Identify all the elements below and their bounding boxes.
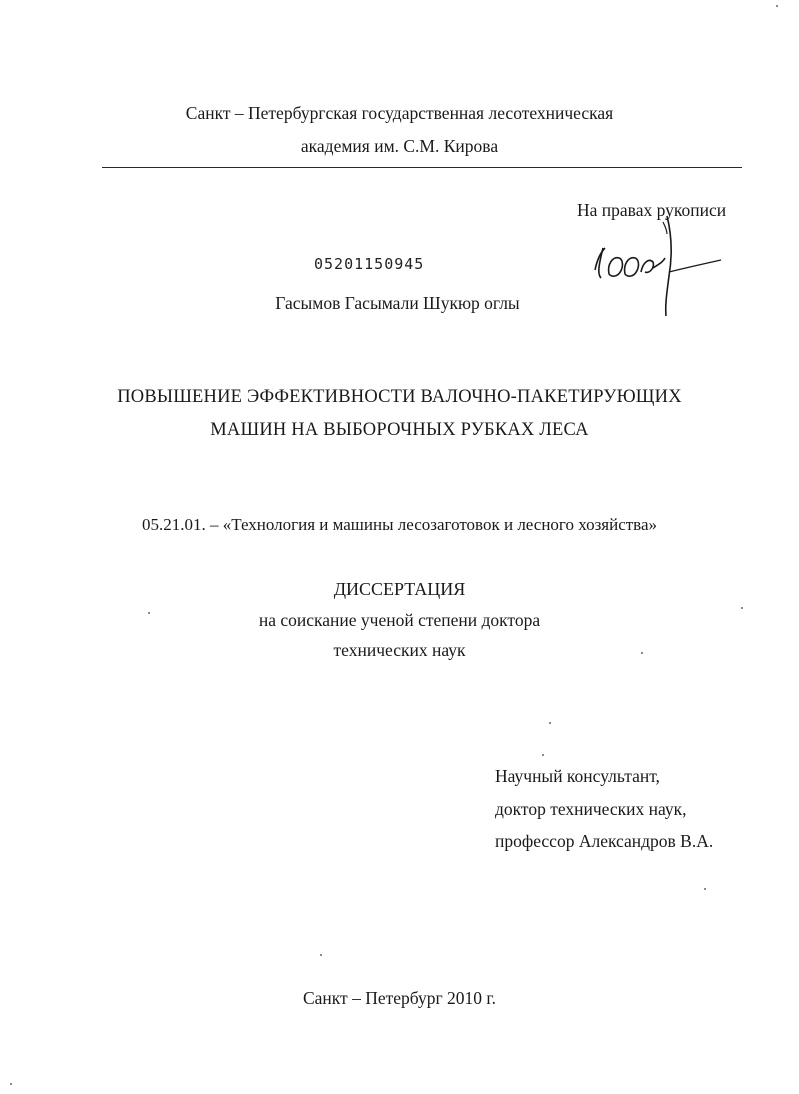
scan-speck xyxy=(10,1083,12,1085)
header-divider xyxy=(102,167,742,168)
scan-speck xyxy=(549,722,551,724)
scan-speck xyxy=(320,954,322,956)
institution-line-2: академия им. С.М. Кирова xyxy=(300,136,499,156)
advisor-line-2: доктор технических наук, xyxy=(495,799,687,819)
scan-speck xyxy=(641,652,643,654)
work-type-line-1: на соискание ученой степени доктора xyxy=(258,610,541,630)
title-line-2: МАШИН НА ВЫБОРОЧНЫХ РУБКАХ ЛЕСА xyxy=(210,420,589,440)
advisor-line-3: профессор Александров В.А. xyxy=(495,831,714,851)
scan-speck xyxy=(776,5,778,7)
catalog-number: 05201150945 xyxy=(314,255,425,273)
author-name: Гасымов Гасымали Шукюр оглы xyxy=(275,293,520,313)
scan-speck xyxy=(542,754,544,756)
scan-speck xyxy=(741,607,743,609)
institution-line-1: Санкт – Петербургская государственная лесотехническая xyxy=(185,103,614,123)
specialty-code: 05.21.01. – «Технология и машины лесозаготовок и лесного хозяйства» xyxy=(141,515,658,534)
scan-speck xyxy=(148,612,150,614)
work-type-line-2: технических наук xyxy=(333,640,466,660)
rights-note: На правах рукописи xyxy=(577,200,727,220)
work-type-heading: ДИССЕРТАЦИЯ xyxy=(333,579,466,599)
footer-city-year: Санкт – Петербург 2010 г. xyxy=(302,988,497,1008)
scan-speck xyxy=(704,888,706,890)
title-line-1: ПОВЫШЕНИЕ ЭФФЕКТИВНОСТИ ВАЛОЧНО-ПАКЕТИРУЮЩИХ xyxy=(117,387,682,407)
advisor-line-1: Научный консультант, xyxy=(495,766,660,786)
